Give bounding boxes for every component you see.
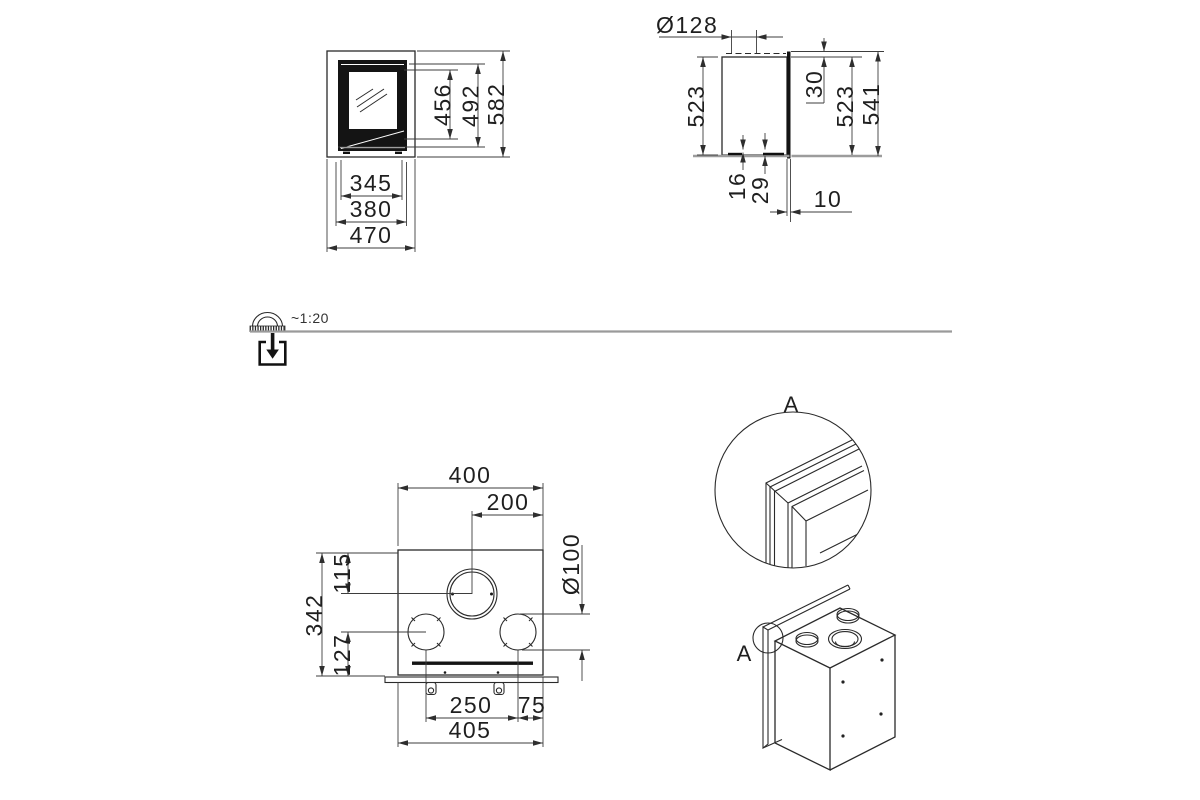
front-view bbox=[327, 51, 510, 252]
scale-protractor-icon bbox=[250, 313, 285, 332]
dim-label-hole-spacing: 250 bbox=[449, 692, 493, 718]
dim-label-flange-thickness: 10 bbox=[813, 186, 843, 212]
top-view-dimensions bbox=[301, 462, 590, 747]
dim-label-overall-height: 582 bbox=[483, 82, 509, 126]
dim-label-door-width: 380 bbox=[349, 196, 393, 222]
dim-label-rear-offset: 127 bbox=[329, 633, 355, 677]
dim-label-bottom-mid: 29 bbox=[747, 175, 773, 205]
iso-view bbox=[737, 585, 895, 770]
dim-label-overall-width: 470 bbox=[349, 222, 393, 248]
detail-view-a bbox=[715, 392, 871, 570]
download-icon[interactable] bbox=[260, 333, 286, 365]
scale-text: ~1:20 bbox=[291, 310, 329, 326]
rear-bar bbox=[412, 662, 533, 665]
dim-label-base-width: 405 bbox=[448, 717, 492, 743]
dim-label-front-offset: 115 bbox=[329, 552, 355, 594]
dim-label-left-height: 523 bbox=[683, 84, 709, 128]
dim-label-top-width: 400 bbox=[448, 462, 492, 488]
dim-label-bottom-small: 16 bbox=[724, 171, 750, 201]
iso-collars bbox=[796, 609, 862, 649]
dim-label-flange-height: 541 bbox=[858, 82, 884, 126]
top-view bbox=[301, 462, 590, 747]
side-view-dimensions bbox=[656, 12, 884, 222]
detail-view-label: A bbox=[783, 392, 799, 417]
dim-label-hole-diameter: Ø100 bbox=[558, 532, 584, 596]
fixing-clip-left bbox=[426, 683, 436, 695]
dim-label-top-offset: 30 bbox=[801, 69, 827, 99]
detail-corner-lines bbox=[766, 438, 868, 570]
dim-label-glass-height: 456 bbox=[429, 83, 456, 126]
dim-label-center-offset: 200 bbox=[486, 489, 530, 515]
fixing-clip-right bbox=[494, 683, 504, 695]
door-glass bbox=[349, 72, 397, 129]
iso-body bbox=[775, 608, 895, 770]
dim-label-door-height: 492 bbox=[457, 84, 484, 127]
dim-label-glass-width: 345 bbox=[349, 170, 393, 196]
outlet-right bbox=[500, 614, 536, 650]
front-flange-edge bbox=[787, 52, 791, 159]
dim-label-right-height: 523 bbox=[832, 84, 858, 128]
iso-detail-marker-label: A bbox=[736, 641, 752, 666]
dim-label-depth: 342 bbox=[301, 593, 327, 637]
side-view bbox=[656, 12, 884, 222]
dim-label-edge-offset: 75 bbox=[517, 692, 547, 718]
scale-bar bbox=[250, 310, 952, 365]
base-plate bbox=[385, 677, 558, 683]
dim-label-flue-diameter: Ø128 bbox=[656, 12, 719, 38]
